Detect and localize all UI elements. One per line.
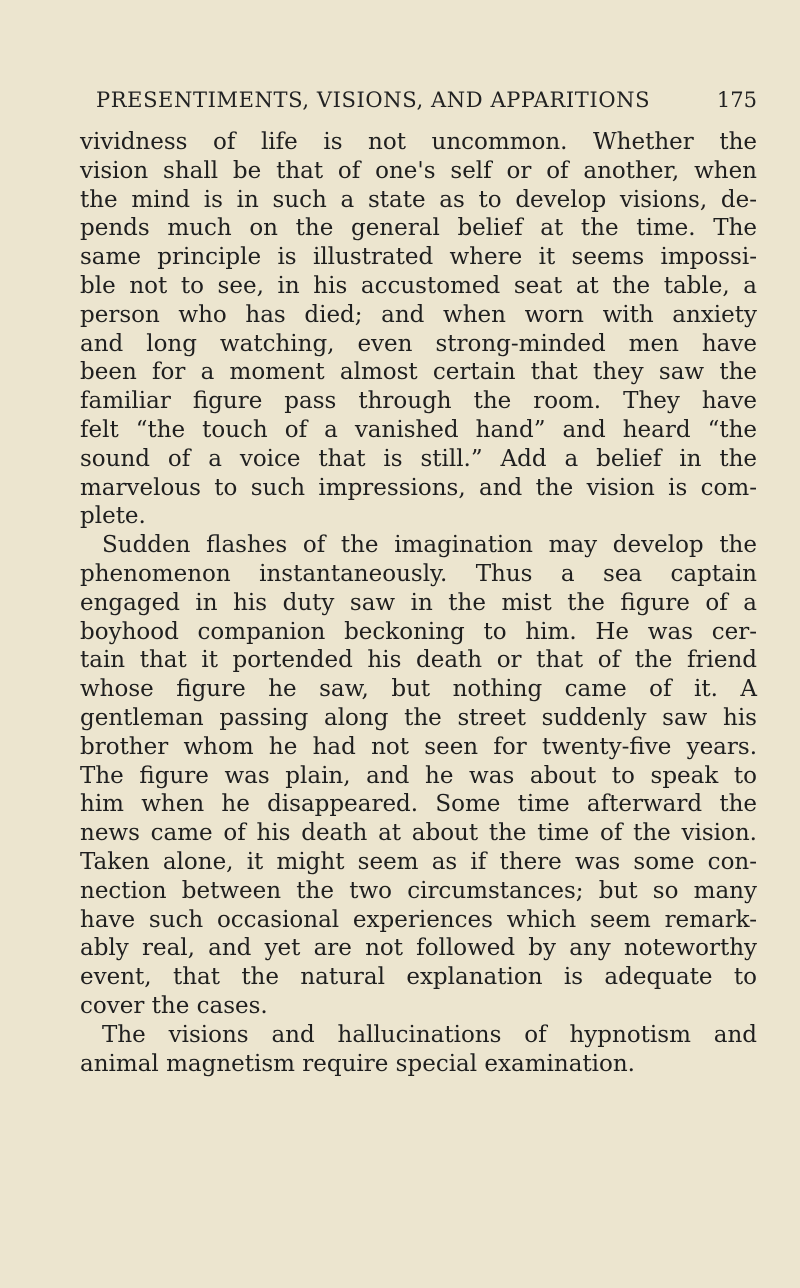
text-line: vividness of life is not uncommon. Whether the [80, 129, 757, 155]
text-line: pends much on the general belief at the time. The [80, 215, 757, 242]
text-line: tain that it portended his death or that of the friend [80, 647, 757, 674]
text-line: and long watching, even strong-minded men have [80, 330, 757, 357]
text-line: felt “the touch of a vanished hand” and heard “the [80, 416, 757, 443]
text-line: him when he disappeared. Some time afterward the [80, 791, 757, 818]
text-line: The figure was plain, and he was about to speak to [80, 762, 757, 789]
text-line: the mind is in such a state as to develop visions, de- [80, 186, 757, 213]
text-line: ble not to see, in his accustomed seat at the table, a [80, 272, 757, 299]
text-line: gentleman passing along the street suddenly saw his [80, 704, 757, 731]
text-line: plete. [80, 503, 146, 530]
running-head-title: PRESENTIMENTS, VISIONS, AND APPARITIONS [96, 88, 651, 112]
text-line: event, that the natural explanation is adequate to [80, 964, 757, 991]
text-line: have such occasional experiences which seem remark- [80, 906, 757, 933]
text-line: Taken alone, it might seem as if there was some con- [80, 848, 757, 875]
paragraph-3 [80, 1021, 757, 1079]
text-line: Sudden flashes of the imagination may develop the [102, 532, 757, 559]
text-line: same principle is illustrated where it seems impossi- [80, 244, 757, 271]
text-line: animal magnetism require special examination. [80, 1050, 635, 1077]
text-line: familiar figure pass through the room. They have [80, 388, 757, 415]
text-line: nection between the two circumstances; but so many [80, 877, 757, 904]
page-number: 175 [716, 88, 757, 112]
text-line: news came of his death at about the time of the vision. [80, 820, 757, 847]
body-text [80, 128, 757, 1078]
text-line: whose figure he saw, but nothing came of it. A [80, 676, 757, 703]
running-head [80, 88, 757, 122]
text-line: The visions and hallucinations of hypnotism and [102, 1021, 757, 1048]
text-line: boyhood companion beckoning to him. He was cer- [80, 618, 757, 645]
text-line: marvelous to such impressions, and the vision is com- [80, 474, 757, 501]
text-line: phenomenon instantaneously. Thus a sea captain [80, 560, 757, 587]
text-line: ably real, and yet are not followed by any noteworthy [80, 935, 757, 962]
text-line: engaged in his duty saw in the mist the figure of a [80, 589, 757, 616]
text-line: cover the cases. [80, 992, 268, 1019]
paragraph-1 [80, 128, 757, 531]
paragraph-2 [80, 531, 757, 1021]
text-line: been for a moment almost certain that they saw the [80, 359, 757, 386]
text-line: person who has died; and when worn with anxiety [80, 301, 757, 328]
text-line: vision shall be that of one's self or of another, when [80, 157, 757, 184]
text-line: brother whom he had not seen for twenty-five years. [80, 733, 757, 760]
text-line: sound of a voice that is still.” Add a belief in the [80, 445, 757, 472]
